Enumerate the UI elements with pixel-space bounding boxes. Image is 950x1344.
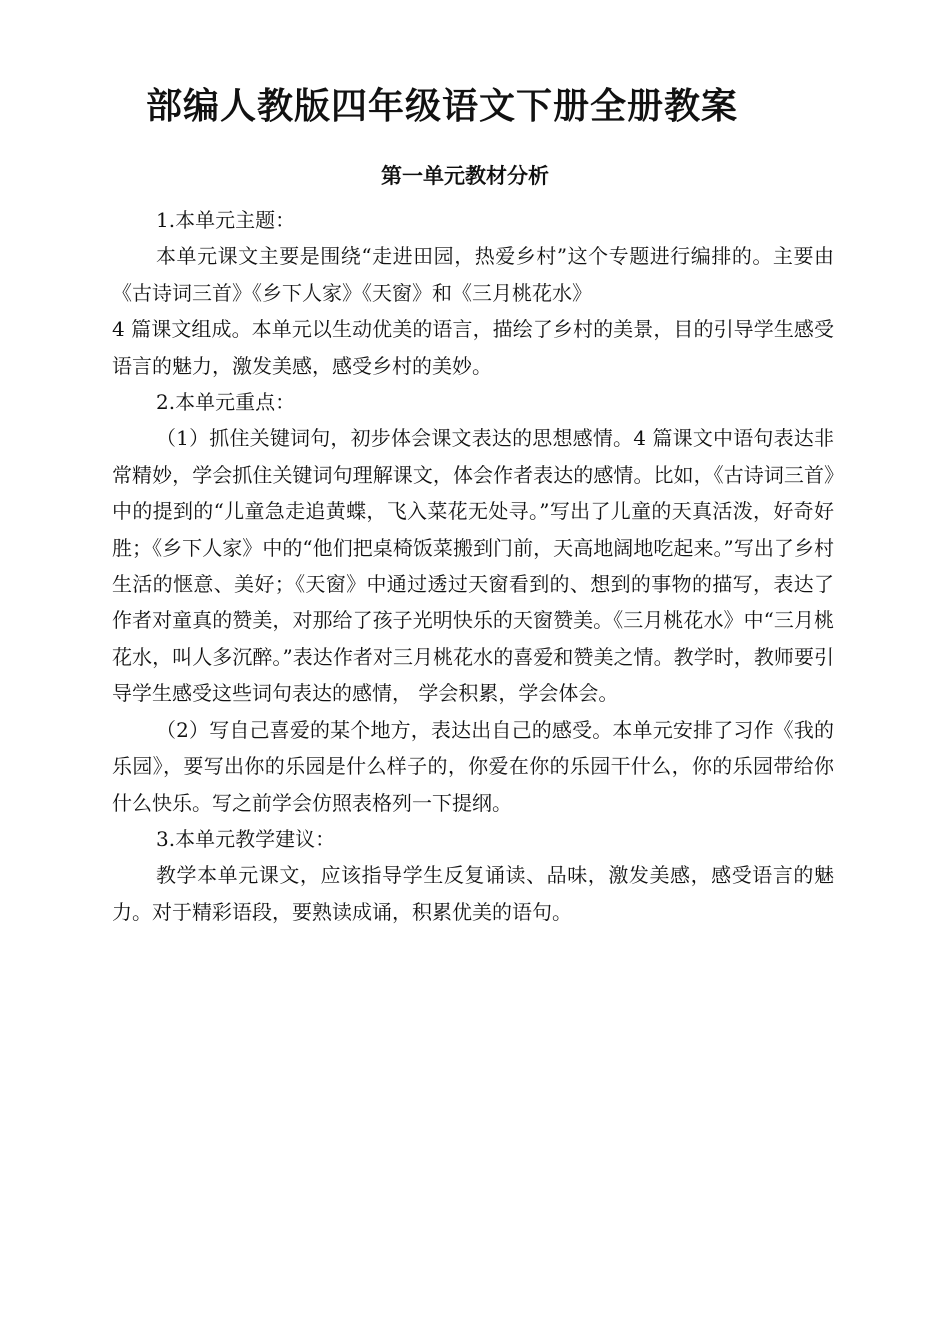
focus-heading: 2.本单元重点： [156,390,296,415]
document-title: 部编人教版四年级语文下册全册教案 [145,86,738,127]
theme-paragraph-continued: 4 篇课文组成。本单元以生动优美的语言，描绘了乡村的美景，目的引导学生感受语言的魅力，激发美感，感受乡村的美妙。 [112,317,834,378]
suggestion-paragraph: 教学本单元课文，应该指导学生反复诵读、品味，激发美感，感受语言的魅力。对于精彩语段，要熟读成诵，积累优美的语句。 [112,863,834,924]
suggestion-heading: 3.本单元教学建议： [156,826,336,851]
section-title: 第一单元教材分析 [381,164,549,188]
focus-point-2: （2）写自己喜爱的某个地方，表达出自己的感受。本单元安排了习作《我的乐园》，要写出你的乐园是什么样子的，你爱在你的乐园干什么，你的乐园带给你什么快乐。写之前学会仿照表格列一下提纲。 [112,717,834,815]
document-body [112,202,834,930]
theme-paragraph: 本单元课文主要是围绕“走进田园，热爱乡村”这个专题进行编排的。主要由《古诗词三首》《乡下人家》《天窗》和《三月桃花水》 [112,244,834,305]
focus-point-1: （1）抓住关键词句，初步体会课文表达的思想感情。4 篇课文中语句表达非常精妙，学会抓住关键词句理解课文，体会作者表达的感情。比如，《古诗词三首》中的提到的“儿童急走追黄蝶，飞入菜花无处寻。”写出了儿童的天真活泼，好奇好胜；《乡下人家》中的“他们把桌椅饭菜搬到门前，天高地阔地吃起来。”写出了乡村生活的惬意、美好；《天窗》中通过透过天窗看到的、想到的事物的描写，表达了作者对童真的赞美，对那给了孩子光明快乐的天窗赞美。《三月桃花水》中“三月桃花水，叫人多沉醉。”表达作者对三月桃花水的喜爱和赞美之情。教学时，教师要引导学生感受这些词句表达的感情， 学会积累，学会体会。 [112,426,834,706]
theme-heading: 1.本单元主题： [156,208,296,232]
